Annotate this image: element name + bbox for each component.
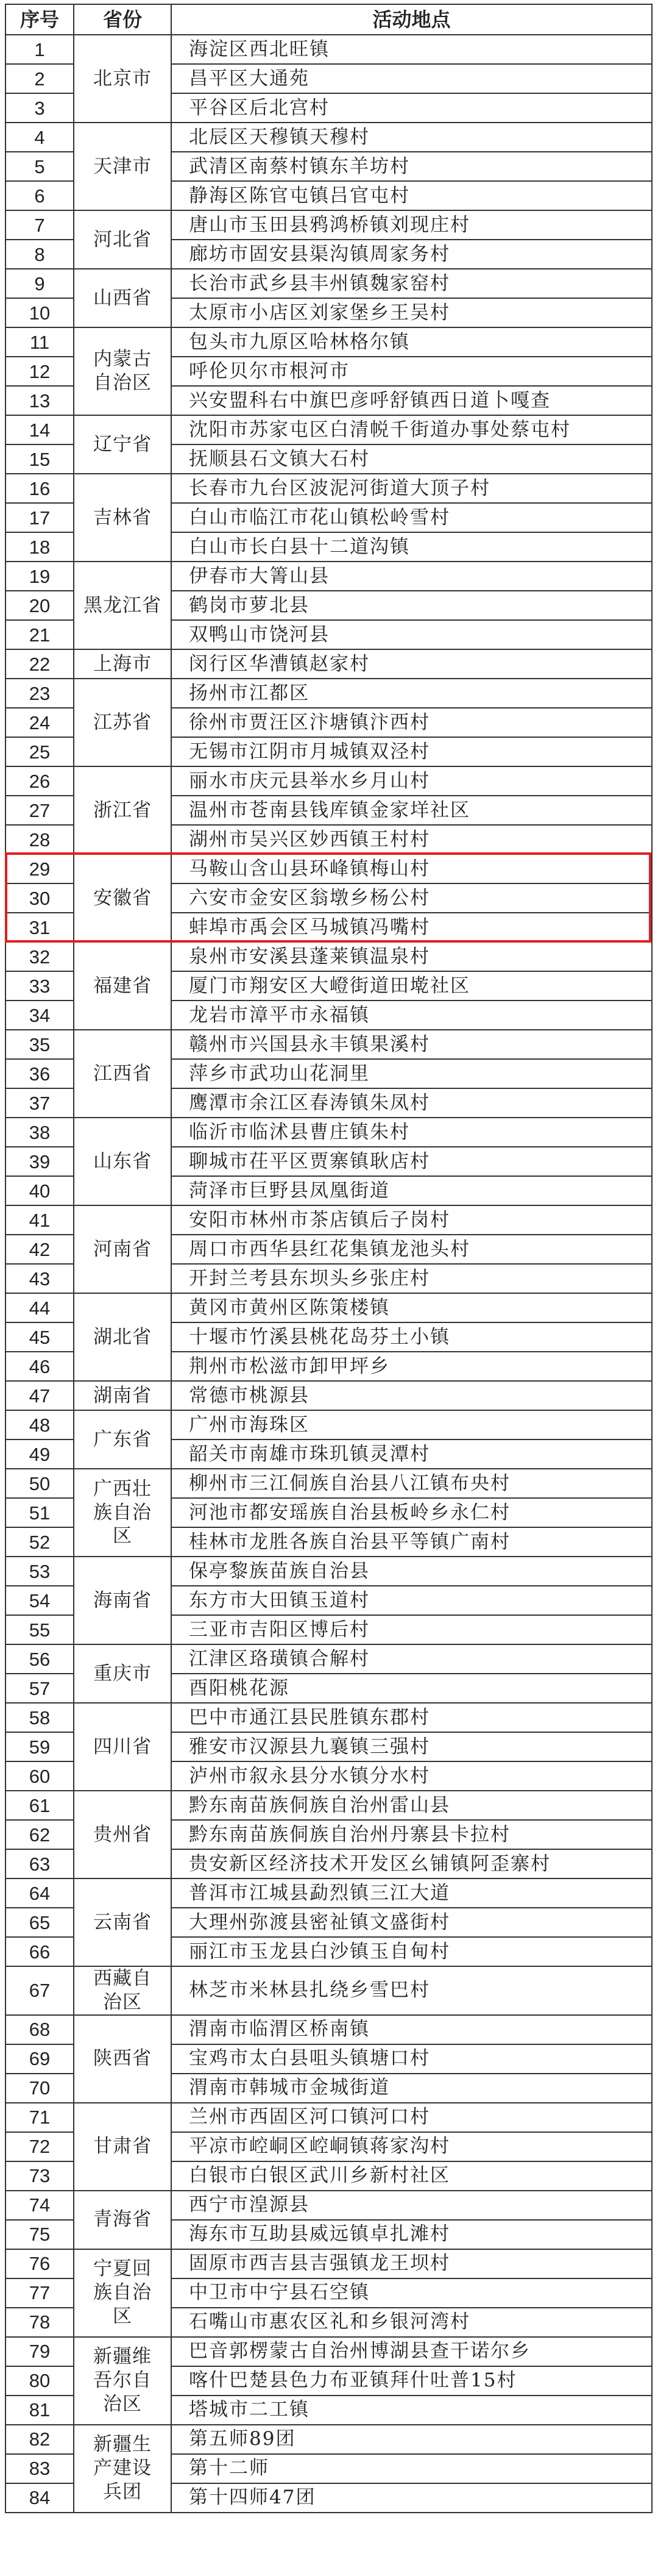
row-index: 73: [5, 2161, 74, 2191]
province-cell: 广西壮 族自治 区: [74, 1469, 171, 1557]
province-cell: 四川省: [74, 1703, 171, 1791]
row-index: 42: [5, 1235, 74, 1264]
row-index: 52: [5, 1527, 74, 1557]
table-row: [5, 2337, 652, 2366]
row-index: 35: [5, 1030, 74, 1059]
location-cell: 黄冈市黄州区陈策楼镇: [171, 1293, 652, 1322]
table-row: [5, 210, 652, 240]
row-index: 54: [5, 1586, 74, 1615]
table-row: [5, 1703, 652, 1732]
location-cell: 林芝市米林县扎绕乡雪巴村: [171, 1966, 652, 2015]
row-index: 64: [5, 1878, 74, 1908]
province-cell: 浙江省: [74, 766, 171, 854]
activity-locations-table: [5, 4, 653, 2513]
table-row: [5, 1791, 652, 1820]
row-index: 21: [5, 620, 74, 649]
row-index: 25: [5, 737, 74, 766]
location-cell: 贵安新区经济技术开发区幺铺镇阿歪寨村: [171, 1849, 652, 1878]
location-cell: 普洱市江城县勐烈镇三江大道: [171, 1878, 652, 1908]
row-index: 16: [5, 474, 74, 503]
location-cell: 无锡市江阴市月城镇双泾村: [171, 737, 652, 766]
table-row: [5, 942, 652, 971]
row-index: 28: [5, 825, 74, 854]
location-cell: 塔城市二工镇: [171, 2396, 652, 2425]
location-cell: 闵行区华漕镇赵家村: [171, 649, 652, 679]
row-index: 69: [5, 2044, 74, 2074]
table-row: [5, 415, 652, 444]
province-cell: 河南省: [74, 1205, 171, 1293]
location-cell: 巴音郭楞蒙古自治州博湖县查干诺尔乡: [171, 2337, 652, 2366]
location-cell: 三亚市吉阳区博后村: [171, 1615, 652, 1644]
row-index: 29: [5, 854, 74, 883]
table-row: [5, 1966, 652, 2015]
row-index: 63: [5, 1849, 74, 1878]
table-row: [5, 123, 652, 152]
location-cell: 龙岩市漳平市永福镇: [171, 1001, 652, 1030]
row-index: 62: [5, 1820, 74, 1849]
row-index: 18: [5, 532, 74, 562]
location-cell: 常德市桃源县: [171, 1381, 652, 1410]
table-row: [5, 1410, 652, 1440]
table-row: [5, 854, 652, 883]
location-cell: 丽水市庆元县举水乡月山村: [171, 766, 652, 796]
row-index: 11: [5, 327, 74, 357]
row-index: 67: [5, 1966, 74, 2015]
table-row: [5, 1381, 652, 1410]
row-index: 8: [5, 240, 74, 269]
location-cell: 雅安市汉源县九襄镇三强村: [171, 1732, 652, 1761]
location-cell: 长治市武乡县丰州镇魏家窑村: [171, 269, 652, 298]
row-index: 30: [5, 883, 74, 913]
province-cell: 青海省: [74, 2191, 171, 2249]
table-row: [5, 1030, 652, 1059]
province-cell: 安徽省: [74, 854, 171, 942]
location-cell: 黔东南苗族侗族自治州丹寨县卡拉村: [171, 1820, 652, 1849]
province-cell: 辽宁省: [74, 415, 171, 474]
row-index: 47: [5, 1381, 74, 1410]
location-cell: 周口市西华县红花集镇龙池头村: [171, 1235, 652, 1264]
location-cell: 聊城市茌平区贾寨镇耿店村: [171, 1147, 652, 1176]
row-index: 40: [5, 1176, 74, 1205]
table-row: [5, 2425, 652, 2454]
location-cell: 廊坊市固安县渠沟镇周家务村: [171, 240, 652, 269]
row-index: 50: [5, 1469, 74, 1498]
province-cell: 江西省: [74, 1030, 171, 1118]
row-index: 20: [5, 591, 74, 620]
location-cell: 海东市互助县威远镇卓扎滩村: [171, 2220, 652, 2249]
location-cell: 河池市都安瑶族自治县板岭乡永仁村: [171, 1498, 652, 1527]
row-index: 55: [5, 1615, 74, 1644]
location-cell: 徐州市贾汪区汴塘镇汴西村: [171, 708, 652, 737]
location-cell: 中卫市中宁县石空镇: [171, 2278, 652, 2308]
table-row: [5, 1118, 652, 1147]
row-index: 15: [5, 444, 74, 474]
location-cell: 固原市西吉县吉强镇龙王坝村: [171, 2249, 652, 2278]
table-row: [5, 2015, 652, 2044]
location-cell: 第十二师: [171, 2454, 652, 2483]
location-cell: 喀什巴楚县色力布亚镇拜什吐普15村: [171, 2366, 652, 2396]
row-index: 79: [5, 2337, 74, 2366]
province-cell: 云南省: [74, 1878, 171, 1966]
table-row: [5, 2249, 652, 2278]
row-index: 75: [5, 2220, 74, 2249]
location-cell: 唐山市玉田县鸦鸿桥镇刘现庄村: [171, 210, 652, 240]
row-index: 44: [5, 1293, 74, 1322]
table-row: [5, 562, 652, 591]
province-cell: 吉林省: [74, 474, 171, 562]
location-cell: 江津区珞璜镇合解村: [171, 1644, 652, 1674]
row-index: 68: [5, 2015, 74, 2044]
location-cell: 六安市金安区翁墩乡杨公村: [171, 883, 652, 913]
row-index: 12: [5, 357, 74, 386]
header-place: 活动地点: [171, 4, 652, 35]
location-cell: 马鞍山含山县环峰镇梅山村: [171, 854, 652, 883]
location-cell: 石嘴山市惠农区礼和乡银河湾村: [171, 2308, 652, 2337]
location-cell: 十堰市竹溪县桃花岛芬土小镇: [171, 1322, 652, 1352]
row-index: 39: [5, 1147, 74, 1176]
table-row: [5, 1878, 652, 1908]
location-cell: 平凉市崆峒区崆峒镇蒋家沟村: [171, 2132, 652, 2161]
table-row: [5, 2191, 652, 2220]
province-cell: 天津市: [74, 123, 171, 210]
row-index: 27: [5, 796, 74, 825]
location-cell: 赣州市兴国县永丰镇果溪村: [171, 1030, 652, 1059]
location-cell: 蚌埠市禹会区马城镇冯嘴村: [171, 913, 652, 942]
location-cell: 丽江市玉龙县白沙镇玉自甸村: [171, 1937, 652, 1966]
province-cell: 重庆市: [74, 1644, 171, 1703]
row-index: 37: [5, 1088, 74, 1118]
province-cell: 宁夏回 族自治 区: [74, 2249, 171, 2337]
row-index: 2: [5, 64, 74, 93]
location-cell: 静海区陈官屯镇吕官屯村: [171, 181, 652, 210]
row-index: 76: [5, 2249, 74, 2278]
province-cell: 福建省: [74, 942, 171, 1030]
province-cell: 上海市: [74, 649, 171, 679]
location-cell: 安阳市林州市茶店镇后子岗村: [171, 1205, 652, 1235]
row-index: 14: [5, 415, 74, 444]
row-index: 23: [5, 679, 74, 708]
row-index: 34: [5, 1001, 74, 1030]
location-cell: 酉阳桃花源: [171, 1674, 652, 1703]
row-index: 60: [5, 1761, 74, 1791]
row-index: 82: [5, 2425, 74, 2454]
location-cell: 荆州市松滋市卸甲坪乡: [171, 1352, 652, 1381]
location-cell: 泉州市安溪县蓬莱镇温泉村: [171, 942, 652, 971]
row-index: 58: [5, 1703, 74, 1732]
location-cell: 湖州市吴兴区妙西镇王村村: [171, 825, 652, 854]
row-index: 72: [5, 2132, 74, 2161]
location-cell: 伊春市大箐山县: [171, 562, 652, 591]
row-index: 43: [5, 1264, 74, 1293]
province-cell: 内蒙古 自治区: [74, 327, 171, 415]
table-row: [5, 1293, 652, 1322]
row-index: 70: [5, 2074, 74, 2103]
row-index: 66: [5, 1937, 74, 1966]
row-index: 84: [5, 2483, 74, 2513]
province-cell: 新疆生 产建设 兵团: [74, 2425, 171, 2513]
location-cell: 渭南市韩城市金城街道: [171, 2074, 652, 2103]
table-header-row: [5, 4, 652, 35]
row-index: 49: [5, 1440, 74, 1469]
row-index: 13: [5, 386, 74, 415]
location-cell: 武清区南蔡村镇东羊坊村: [171, 152, 652, 181]
location-cell: 大理州弥渡县密祉镇文盛街村: [171, 1908, 652, 1937]
location-cell: 鹰潭市余江区春涛镇朱凤村: [171, 1088, 652, 1118]
location-cell: 广州市海珠区: [171, 1410, 652, 1440]
location-cell: 柳州市三江侗族自治县八江镇布央村: [171, 1469, 652, 1498]
row-index: 26: [5, 766, 74, 796]
table-body: [5, 35, 652, 2513]
province-cell: 河北省: [74, 210, 171, 269]
table-row: [5, 1644, 652, 1674]
location-cell: 厦门市翔安区大嶝街道田墘社区: [171, 971, 652, 1001]
row-index: 53: [5, 1557, 74, 1586]
row-index: 17: [5, 503, 74, 532]
location-cell: 开封兰考县东坝头乡张庄村: [171, 1264, 652, 1293]
row-index: 77: [5, 2278, 74, 2308]
location-cell: 扬州市江都区: [171, 679, 652, 708]
table-row: [5, 1469, 652, 1498]
table-row: [5, 1557, 652, 1586]
row-index: 57: [5, 1674, 74, 1703]
location-cell: 巴中市通江县民胜镇东郡村: [171, 1703, 652, 1732]
location-cell: 渭南市临渭区桥南镇: [171, 2015, 652, 2044]
table-row: [5, 679, 652, 708]
location-cell: 温州市苍南县钱库镇金家垟社区: [171, 796, 652, 825]
location-cell: 白山市长白县十二道沟镇: [171, 532, 652, 562]
location-cell: 长春市九台区波泥河街道大顶子村: [171, 474, 652, 503]
province-cell: 陕西省: [74, 2015, 171, 2103]
row-index: 38: [5, 1118, 74, 1147]
province-cell: 北京市: [74, 35, 171, 123]
table-row: [5, 474, 652, 503]
location-cell: 西宁市湟源县: [171, 2191, 652, 2220]
location-cell: 海淀区西北旺镇: [171, 35, 652, 64]
row-index: 65: [5, 1908, 74, 1937]
row-index: 80: [5, 2366, 74, 2396]
location-cell: 东方市大田镇玉道村: [171, 1586, 652, 1615]
row-index: 46: [5, 1352, 74, 1381]
row-index: 48: [5, 1410, 74, 1440]
province-cell: 甘肃省: [74, 2103, 171, 2191]
row-index: 33: [5, 971, 74, 1001]
location-cell: 双鸭山市饶河县: [171, 620, 652, 649]
row-index: 45: [5, 1322, 74, 1352]
location-cell: 呼伦贝尔市根河市: [171, 357, 652, 386]
row-index: 81: [5, 2396, 74, 2425]
row-index: 32: [5, 942, 74, 971]
location-cell: 昌平区大通苑: [171, 64, 652, 93]
location-cell: 保亭黎族苗族自治县: [171, 1557, 652, 1586]
row-index: 51: [5, 1498, 74, 1527]
row-index: 71: [5, 2103, 74, 2132]
row-index: 1: [5, 35, 74, 64]
table-row: [5, 2103, 652, 2132]
row-index: 7: [5, 210, 74, 240]
location-cell: 黔东南苗族侗族自治州雷山县: [171, 1791, 652, 1820]
row-index: 31: [5, 913, 74, 942]
row-index: 5: [5, 152, 74, 181]
table-row: [5, 766, 652, 796]
province-cell: 海南省: [74, 1557, 171, 1644]
row-index: 61: [5, 1791, 74, 1820]
location-cell: 第五师89团: [171, 2425, 652, 2454]
province-cell: 黑龙江省: [74, 562, 171, 649]
location-cell: 太原市小店区刘家堡乡王吴村: [171, 298, 652, 327]
location-cell: 白山市临江市花山镇松岭雪村: [171, 503, 652, 532]
table-row: [5, 327, 652, 357]
province-cell: 贵州省: [74, 1791, 171, 1878]
row-index: 74: [5, 2191, 74, 2220]
province-cell: 山西省: [74, 269, 171, 327]
province-cell: 山东省: [74, 1118, 171, 1205]
province-cell: 新疆维 吾尔自 治区: [74, 2337, 171, 2425]
location-cell: 第十四师47团: [171, 2483, 652, 2513]
location-cell: 宝鸡市太白县咀头镇塘口村: [171, 2044, 652, 2074]
row-index: 83: [5, 2454, 74, 2483]
location-cell: 抚顺县石文镇大石村: [171, 444, 652, 474]
province-cell: 湖南省: [74, 1381, 171, 1410]
location-cell: 北辰区天穆镇天穆村: [171, 123, 652, 152]
location-cell: 临沂市临沭县曹庄镇朱村: [171, 1118, 652, 1147]
row-index: 19: [5, 562, 74, 591]
header-index: 序号: [5, 4, 74, 35]
table-row: [5, 269, 652, 298]
row-index: 6: [5, 181, 74, 210]
row-index: 41: [5, 1205, 74, 1235]
province-cell: 西藏自 治区: [74, 1966, 171, 2015]
province-cell: 广东省: [74, 1410, 171, 1469]
location-cell: 菏泽市巨野县凤凰街道: [171, 1176, 652, 1205]
row-index: 10: [5, 298, 74, 327]
location-cell: 兴安盟科右中旗巴彦呼舒镇西日道卜嘎查: [171, 386, 652, 415]
header-province: 省份: [74, 4, 171, 35]
row-index: 56: [5, 1644, 74, 1674]
table-row: [5, 1205, 652, 1235]
location-cell: 沈阳市苏家屯区白清帨千街道办事处蔡屯村: [171, 415, 652, 444]
row-index: 3: [5, 93, 74, 123]
table-row: [5, 35, 652, 64]
row-index: 36: [5, 1059, 74, 1088]
location-cell: 白银市白银区武川乡新村社区: [171, 2161, 652, 2191]
row-index: 22: [5, 649, 74, 679]
table-row: [5, 649, 652, 679]
row-index: 59: [5, 1732, 74, 1761]
province-cell: 江苏省: [74, 679, 171, 766]
location-cell: 桂林市龙胜各族自治县平等镇广南村: [171, 1527, 652, 1557]
location-cell: 兰州市西固区河口镇河口村: [171, 2103, 652, 2132]
row-index: 78: [5, 2308, 74, 2337]
location-cell: 鹤岗市萝北县: [171, 591, 652, 620]
location-cell: 萍乡市武功山花洞里: [171, 1059, 652, 1088]
location-cell: 韶关市南雄市珠玑镇灵潭村: [171, 1440, 652, 1469]
province-cell: 湖北省: [74, 1293, 171, 1381]
row-index: 9: [5, 269, 74, 298]
location-cell: 泸州市叙永县分水镇分水村: [171, 1761, 652, 1791]
row-index: 4: [5, 123, 74, 152]
row-index: 24: [5, 708, 74, 737]
location-cell: 平谷区后北宫村: [171, 93, 652, 123]
location-cell: 包头市九原区哈林格尔镇: [171, 327, 652, 357]
